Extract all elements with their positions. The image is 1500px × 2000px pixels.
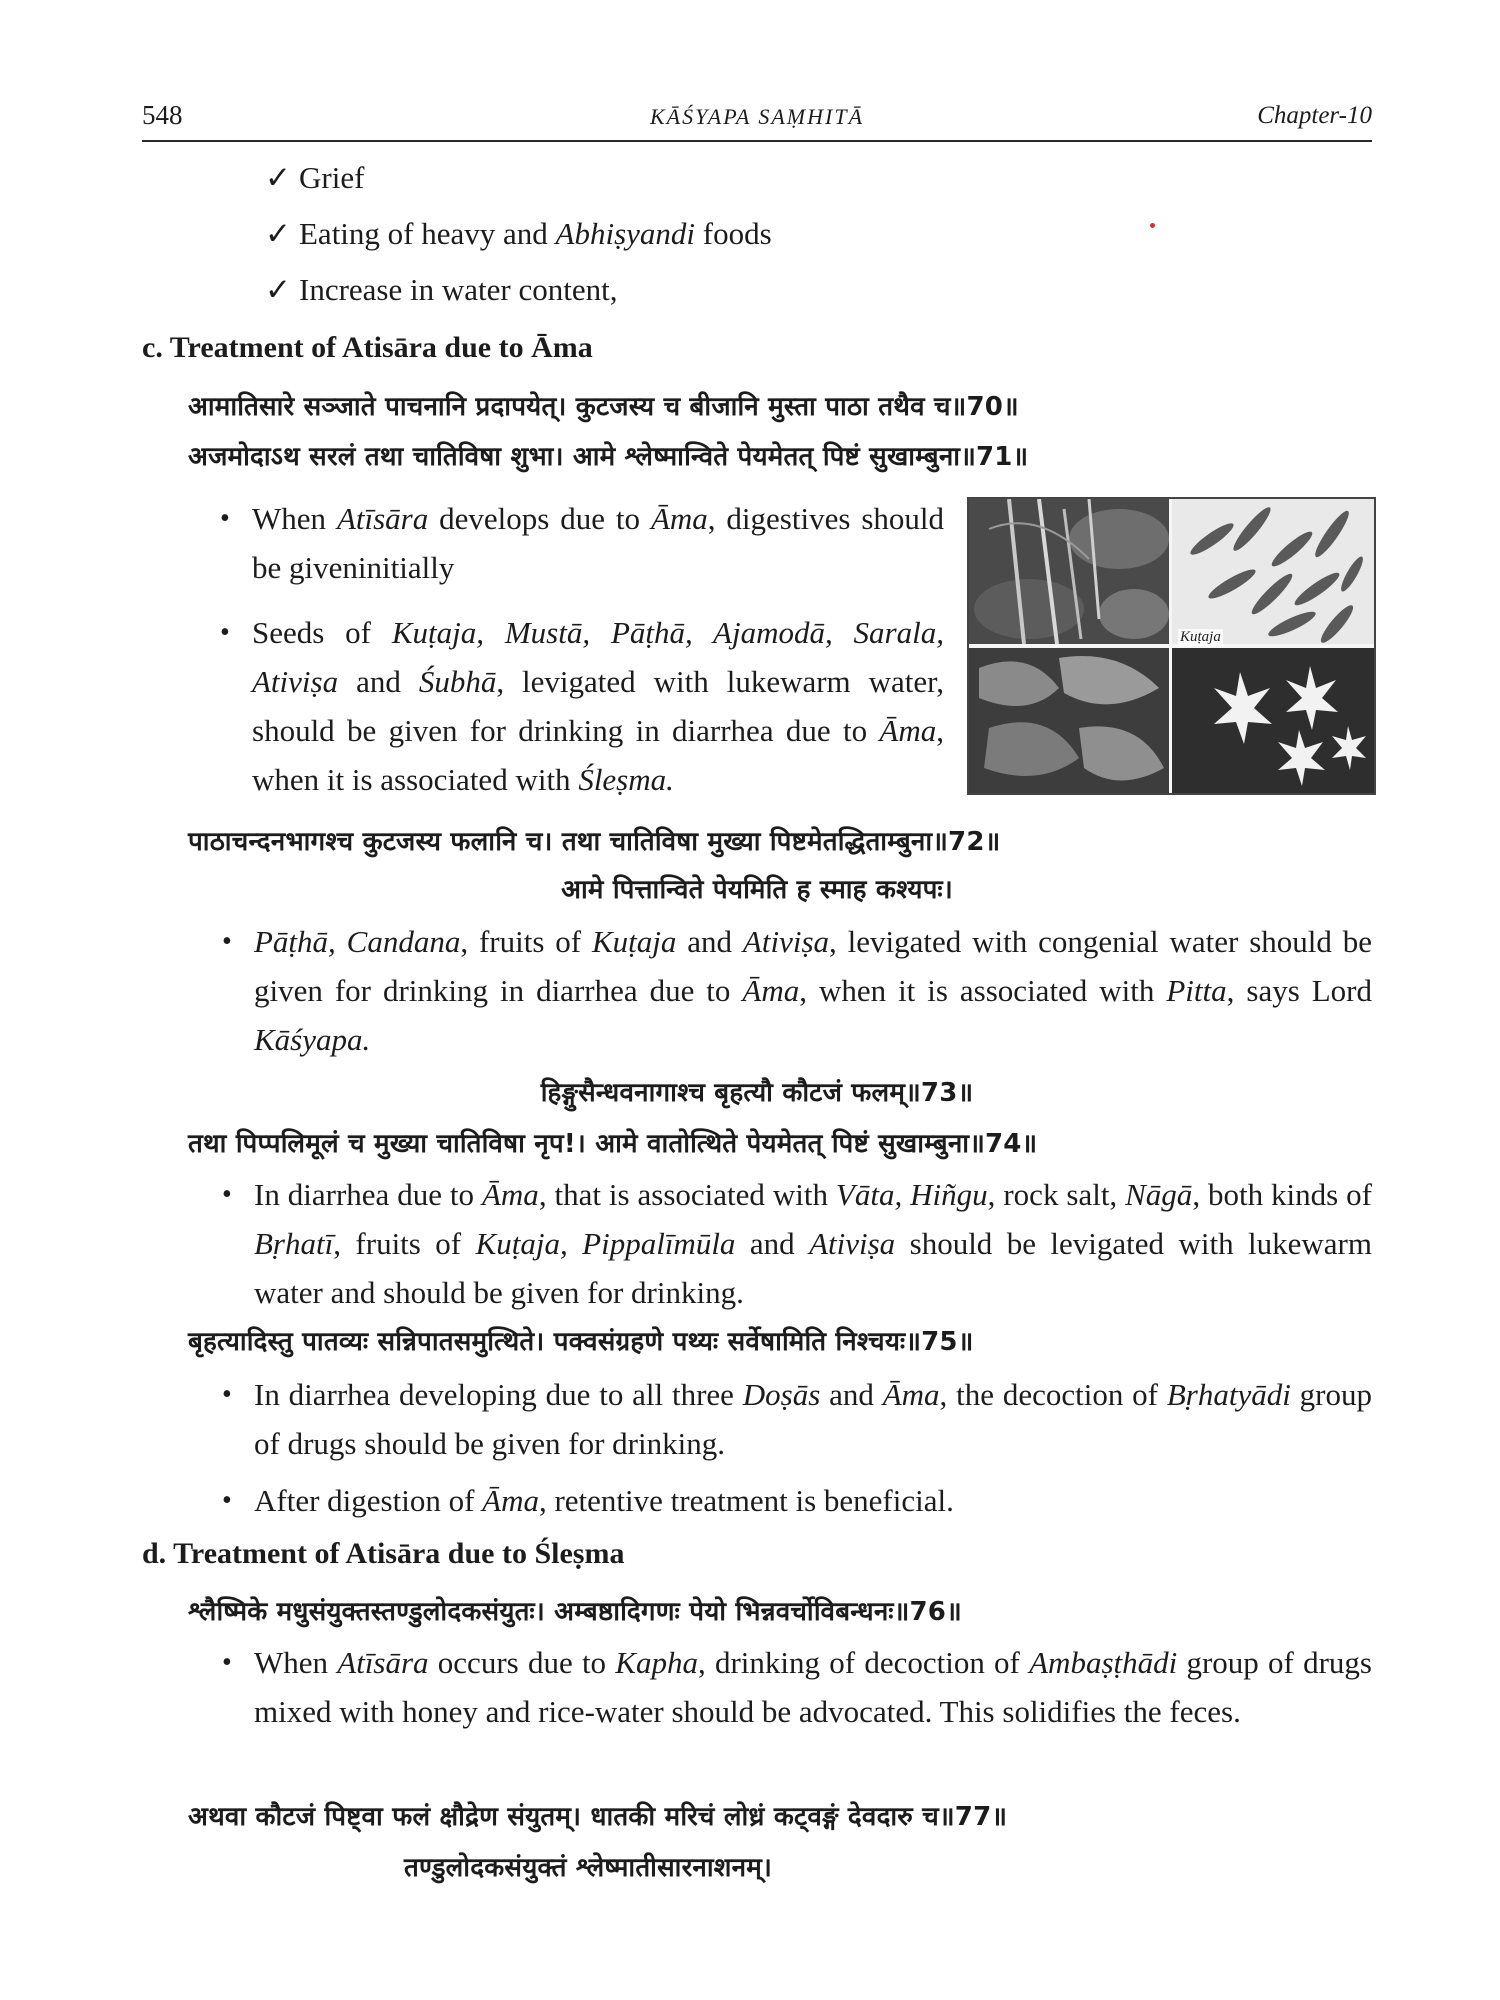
bullet-icon: •	[222, 1647, 232, 1678]
section-heading: d. Treatment of Atisāra due to Śleṣma	[142, 1537, 625, 1570]
plant-photo-leaves	[969, 648, 1169, 793]
bullet-item: • Seeds of Kuṭaja, Mustā, Pāṭhā, Ajamodā, Sarala, Ativiṣa and Śubhā, levigated with lukewarm water, should be given for drinking in diarrhea due to Āma, when it is associated with Śleṣma.	[252, 608, 944, 804]
bullet-item: • Pāṭhā, Candana, fruits of Kuṭaja and Ativiṣa, levigated with congenial water should be given for drinking in diarrhea due to Āma, when it is associated with Pitta, says Lord Kāśyapa.	[254, 917, 1372, 1064]
sanskrit-verse: पाठाचन्दनभागश्च कुटजस्य फलानि च। तथा चातिविषा मुख्या पिष्टमेतद्धिताम्बुना॥72॥	[188, 827, 1001, 857]
bullet-item: • In diarrhea due to Āma, that is associated with Vāta, Hiñgu, rock salt, Nāgā, both kinds of Bṛhatī, fruits of Kuṭaja, Pippalīmūla and Ativiṣa should be levigated with lukewarm water and should be given for drinking.	[254, 1170, 1372, 1317]
plant-photo-seeds	[1172, 499, 1374, 644]
bullet-item: • After digestion of Āma, retentive treatment is beneficial.	[254, 1476, 1372, 1525]
section-heading: c. Treatment of Atisāra due to Āma	[142, 331, 593, 364]
sanskrit-verse: हिङ्गुसैन्धवनागाश्च बृहत्यौ कौटजं फलम्॥73॥	[540, 1078, 974, 1108]
checkmark-icon: ✓	[265, 272, 291, 307]
chapter-label: Chapter-10	[1257, 102, 1372, 129]
sanskrit-verse: श्लैष्मिके मधुसंयुक्तस्तण्डुलोदकसंयुतः। अम्बष्ठादिगणः पेयो भिन्नवर्चोविबन्धनः॥76॥	[188, 1597, 962, 1627]
page-header	[142, 100, 1372, 142]
sanskrit-verse: अजमोदाऽथ सरलं तथा चातिविषा शुभा। आमे श्लेष्मान्विते पेयमेतत् पिष्टं सुखाम्बुना॥71॥	[188, 442, 1029, 472]
bullet-item: • When Atīsāra develops due to Āma, digestives should be giveninitially	[252, 494, 944, 592]
plant-photo-flowers	[1172, 648, 1374, 793]
bullet-icon: •	[220, 503, 230, 534]
checklist-item: ✓ Increase in water content,	[265, 270, 617, 310]
bullet-icon: •	[222, 1485, 232, 1516]
sanskrit-verse: तथा पिप्पलिमूलं च मुख्या चातिविषा नृप!। आमे वातोत्थिते पेयमेतत् पिष्टं सुखाम्बुना॥74॥	[188, 1129, 1038, 1159]
checklist-item: ✓ Grief	[265, 158, 364, 198]
bullet-icon: •	[222, 1379, 232, 1410]
kutaja-plant-photos	[967, 497, 1376, 795]
bullet-icon: •	[222, 926, 232, 957]
photo-label: Kuṭaja	[1180, 629, 1221, 645]
page-number: 548	[142, 100, 183, 130]
sanskrit-verse: आमातिसारे सञ्जाते पाचनानि प्रदापयेत्। कुटजस्य च बीजानि मुस्ता पाठा तथैव च॥70॥	[188, 392, 1019, 422]
bullet-item: • When Atīsāra occurs due to Kapha, drinking of decoction of Ambaṣṭhādi group of drugs mixed with honey and rice-water should be advocated. This solidifies the feces.	[254, 1638, 1372, 1736]
plant-photo-pods	[969, 499, 1169, 644]
bullet-item: • In diarrhea developing due to all three Doṣās and Āma, the decoction of Bṛhatyādi group of drugs should be given for drinking.	[254, 1370, 1372, 1468]
book-title: KĀŚYAPA SAṂHITĀ	[649, 104, 865, 129]
sanskrit-verse: तण्डुलोदकसंयुक्तं श्लेष्मातीसारनाशनम्।	[404, 1853, 773, 1883]
checkmark-icon: ✓	[265, 160, 291, 195]
checkmark-icon: ✓	[265, 216, 291, 251]
print-speck	[1150, 223, 1155, 228]
sanskrit-verse: आमे पित्तान्विते पेयमिति ह स्माह कश्यपः।	[561, 875, 953, 905]
sanskrit-verse: अथवा कौटजं पिष्ट्वा फलं क्षौद्रेण संयुतम्। धातकी मरिचं लोध्रं कट्वङ्गं देवदारु च॥77॥	[188, 1802, 1008, 1832]
bullet-icon: •	[222, 1179, 232, 1210]
bullet-icon: •	[220, 617, 230, 648]
sanskrit-verse: बृहत्यादिस्तु पातव्यः सन्निपातसमुत्थिते। पक्वसंग्रहणे पथ्यः सर्वेषामिति निश्चयः॥75॥	[188, 1327, 974, 1357]
checklist-item: ✓ Eating of heavy and Abhiṣyandi foods	[265, 214, 772, 254]
